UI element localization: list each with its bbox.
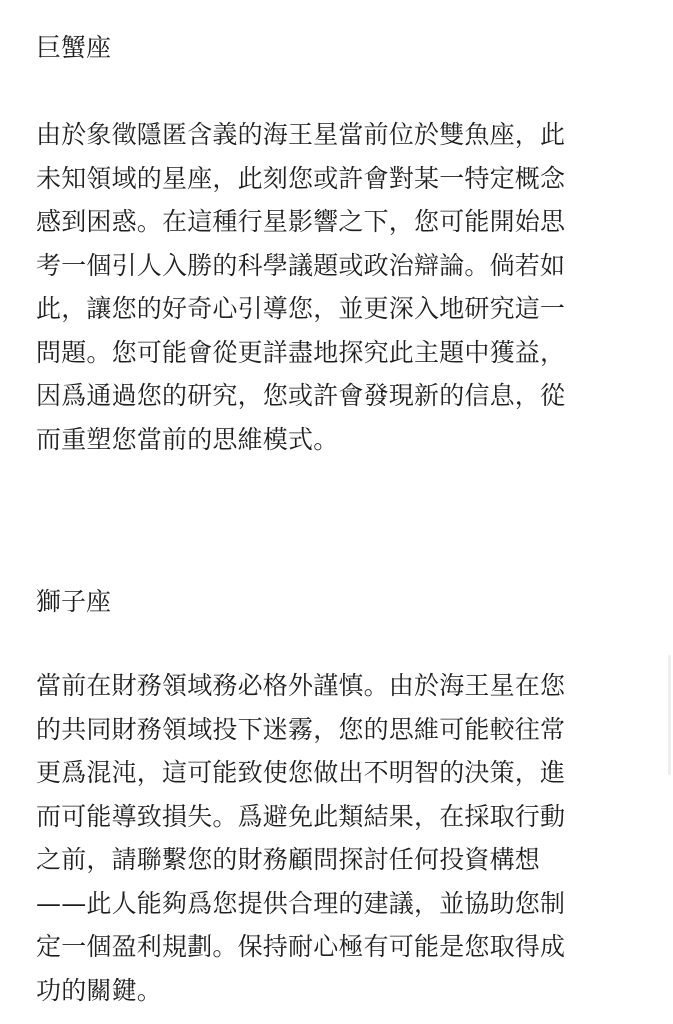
paragraph-line: 當前在財務領域務必格外謹慎。由於海王星在您 xyxy=(36,671,566,700)
paragraph-line: 此，讓您的好奇心引導您，並更深入地研究這一 xyxy=(36,294,566,323)
paragraph-line: 的共同財務領域投下迷霧，您的思維可能較往常 xyxy=(36,714,566,744)
paragraph-line: 由於象徵隱匿含義的海王星當前位於雙魚座，此 xyxy=(36,120,566,149)
horoscope-paragraph xyxy=(36,113,646,461)
section-cancer-body xyxy=(36,113,646,461)
paragraph-line: 考一個引人入勝的科學議題或政治辯論。倘若如 xyxy=(36,250,566,280)
paragraph-line: 而可能導致損失。爲避免此類結果，在採取行動 xyxy=(36,801,566,831)
paragraph-line: 功的關鍵。 xyxy=(36,975,163,1005)
paragraph-line: 定一個盈利規劃。保持耐心極有可能是您取得成 xyxy=(36,932,566,961)
sign-title: 巨蟹座 xyxy=(36,33,112,62)
section-cancer xyxy=(36,33,646,63)
section-leo-body xyxy=(36,664,646,1012)
paragraph-line: 更爲混沌，這可能致使您做出不明智的決策，進 xyxy=(36,758,566,787)
scrollbar[interactable] xyxy=(668,655,671,775)
paragraph-line: 未知領域的星座，此刻您或許會對某一特定概念 xyxy=(36,163,566,193)
sign-title: 獅子座 xyxy=(36,587,112,616)
paragraph-line: 感到困惑。在這種行星影響之下，您可能開始思 xyxy=(36,207,566,236)
paragraph-line: 因爲通過您的研究，您或許會發現新的信息，從 xyxy=(36,381,566,410)
paragraph-line: 之前，請聯繫您的財務顧問探討任何投資構想 xyxy=(36,845,541,874)
paragraph-line: ——此人能夠爲您提供合理的建議，並協助您制 xyxy=(36,888,566,918)
section-leo xyxy=(36,587,646,617)
horoscope-paragraph xyxy=(36,664,646,1012)
paragraph-line: 問題。您可能會從更詳盡地探究此主題中獲益， xyxy=(36,337,566,367)
paragraph-line: 而重塑您當前的思維模式。 xyxy=(36,424,339,454)
